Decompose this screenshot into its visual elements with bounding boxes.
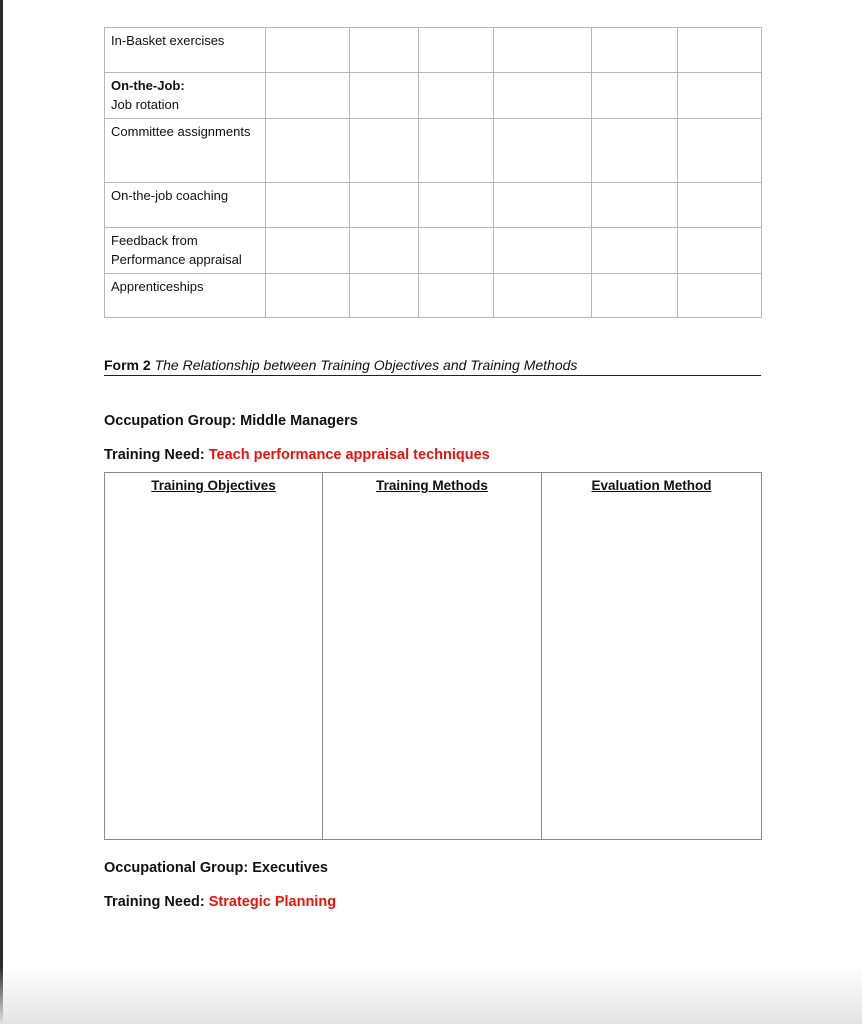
row-label: On-the-Job: Job rotation	[105, 73, 266, 119]
table-row	[105, 28, 762, 73]
training-need-heading-2	[104, 894, 336, 910]
grid-cell[interactable]	[592, 274, 678, 318]
table-row	[105, 183, 762, 228]
training-need-label: Training Need:	[104, 894, 205, 910]
grid-cell[interactable]	[678, 73, 762, 119]
grid-cell[interactable]	[419, 228, 494, 274]
grid-cell[interactable]	[678, 28, 762, 73]
table-row	[105, 228, 762, 274]
training-need-value: Strategic Planning	[208, 894, 337, 910]
grid-cell[interactable]	[350, 28, 419, 73]
grid-cell[interactable]	[419, 183, 494, 228]
grid-cell[interactable]	[592, 183, 678, 228]
grid-cell[interactable]	[494, 73, 592, 119]
occupation-group-heading: Occupation Group: Middle Managers	[104, 413, 358, 429]
grid-cell[interactable]	[266, 119, 350, 183]
table-row	[105, 274, 762, 318]
grid-cell[interactable]	[494, 228, 592, 274]
grid-cell[interactable]	[592, 119, 678, 183]
row-label: Feedback from Performance appraisal	[105, 228, 266, 274]
grid-cell[interactable]	[350, 228, 419, 274]
grid-cell[interactable]	[350, 73, 419, 119]
form-number: Form 2	[104, 357, 151, 373]
grid-cell[interactable]	[494, 274, 592, 318]
grid-cell[interactable]	[266, 228, 350, 274]
grid-cell[interactable]	[592, 73, 678, 119]
row-label: On-the-job coaching	[105, 183, 266, 228]
grid-cell[interactable]	[350, 119, 419, 183]
training-methods-grid	[104, 27, 762, 318]
training-need-label: Training Need:	[104, 447, 205, 463]
row-label: Committee assignments	[105, 119, 266, 183]
grid-cell[interactable]	[350, 274, 419, 318]
grid-cell[interactable]	[494, 183, 592, 228]
grid-cell[interactable]	[494, 28, 592, 73]
column-training-objectives[interactable]	[105, 473, 323, 840]
grid-cell[interactable]	[419, 119, 494, 183]
grid-cell[interactable]	[592, 28, 678, 73]
grid-cell[interactable]	[678, 119, 762, 183]
grid-cell[interactable]	[419, 28, 494, 73]
grid-cell[interactable]	[266, 28, 350, 73]
page-bottom-shadow	[0, 966, 862, 1024]
grid-cell[interactable]	[678, 183, 762, 228]
column-header: Training Methods	[376, 478, 488, 493]
grid-cell[interactable]	[678, 228, 762, 274]
grid-cell[interactable]	[350, 183, 419, 228]
window-left-edge	[0, 0, 3, 1024]
table-row	[105, 73, 762, 119]
objectives-methods-table	[104, 472, 762, 840]
grid-cell[interactable]	[592, 228, 678, 274]
grid-cell[interactable]	[266, 183, 350, 228]
grid-cell[interactable]	[419, 73, 494, 119]
training-need-heading	[104, 447, 490, 463]
row-label: Apprenticeships	[105, 274, 266, 318]
column-header: Evaluation Method	[591, 478, 712, 493]
table-row	[105, 119, 762, 183]
row-label: In-Basket exercises	[105, 28, 266, 73]
column-header: Training Objectives	[151, 478, 276, 493]
form2-caption	[104, 357, 761, 376]
form-title: The Relationship between Training Objectives and Training Methods	[154, 357, 578, 373]
column-evaluation-method[interactable]	[542, 473, 762, 840]
grid-cell[interactable]	[494, 119, 592, 183]
grid-cell[interactable]	[419, 274, 494, 318]
training-need-value: Teach performance appraisal techniques	[208, 447, 490, 463]
column-training-methods[interactable]	[323, 473, 542, 840]
grid-cell[interactable]	[266, 73, 350, 119]
grid-cell[interactable]	[678, 274, 762, 318]
occupational-group-heading: Occupational Group: Executives	[104, 860, 328, 876]
grid-cell[interactable]	[266, 274, 350, 318]
